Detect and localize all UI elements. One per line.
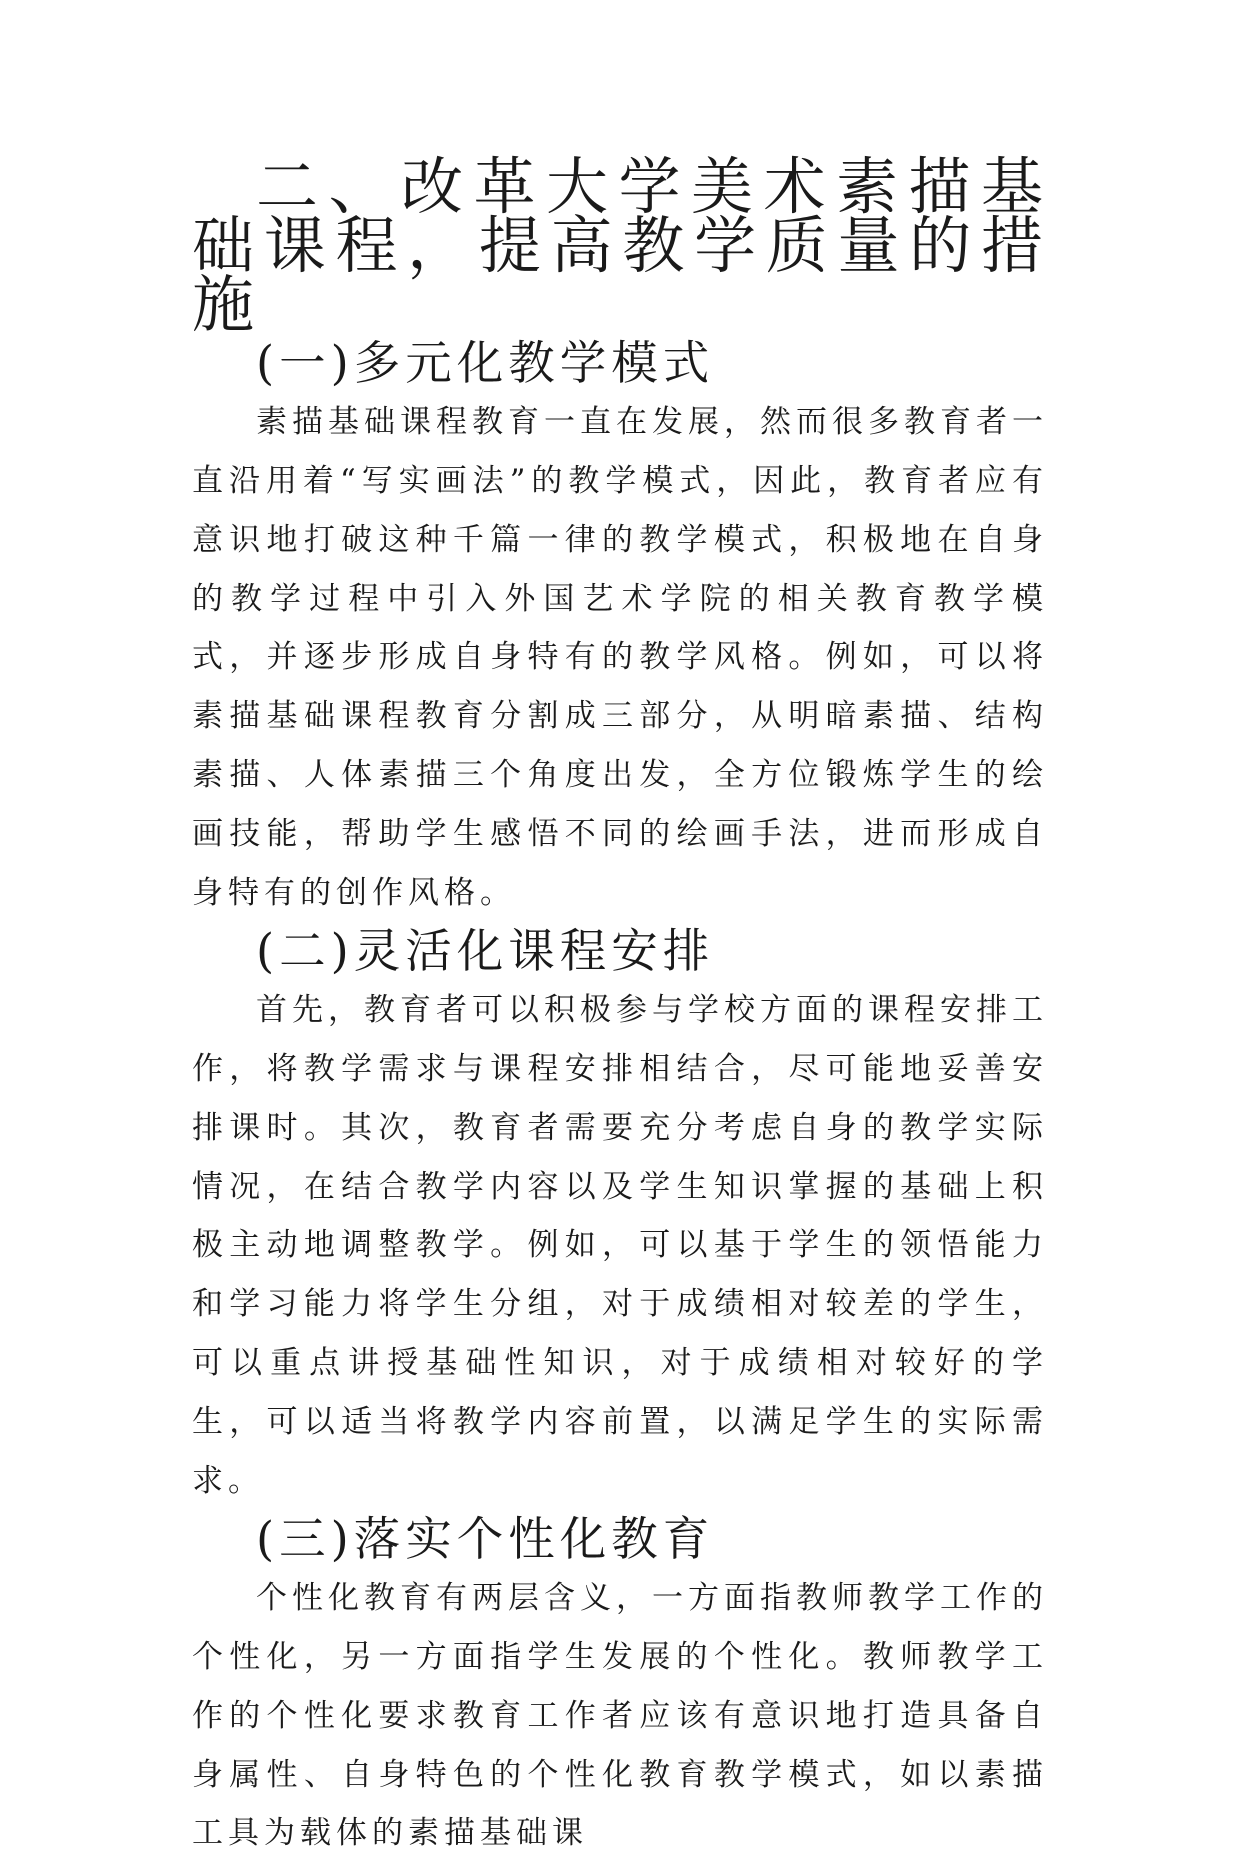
subsection-heading-1: (一)多元化教学模式 <box>256 336 715 391</box>
section-heading: 二、改革大学美术素描基础课程，提高教学质量的措施 <box>192 150 1048 341</box>
subsection-heading-2: (二)灵活化课程安排 <box>256 924 715 979</box>
subsection-paragraph-3: 个性化教育有两层含义，一方面指教师教学工作的个性化，另一方面指学生发展的个性化。教师教学工作的个性化要求教育工作者应该有意识地打造具备自身属性、自身特色的个性化教育教学模式，如以素描工具为载体的素描基础课 <box>192 1580 1048 1852</box>
subsection-heading-3: (三)落实个性化教育 <box>256 1512 715 1567</box>
subsection-paragraph-2: 首先，教育者可以积极参与学校方面的课程安排工作，将教学需求与课程安排相结合，尽可能地妥善安排课时。其次，教育者需要充分考虑自身的教学实际情况，在结合教学内容以及学生知识掌握的基础上积极主动地调整教学。例如，可以基于学生的领悟能力和学习能力将学生分组，对于成绩相对较差的学生，可以重点讲授基础性知识，对于成绩相对较好的学生，可以适当将教学内容前置，以满足学生的实际需求。 <box>192 992 1048 1499</box>
document-body <box>192 150 1048 1863</box>
subsection-paragraph-1: 素描基础课程教育一直在发展，然而很多教育者一直沿用着“写实画法”的教学模式，因此，教育者应有意识地打破这种千篇一律的教学模式，积极地在自身的教学过程中引入外国艺术学院的相关教育教学模式，并逐步形成自身特有的教学风格。例如，可以将素描基础课程教育分割成三部分，从明暗素描、结构素描、人体素描三个角度出发，全方位锻炼学生的绘画技能，帮助学生感悟不同的绘画手法，进而形成自身特有的创作风格。 <box>192 404 1048 911</box>
